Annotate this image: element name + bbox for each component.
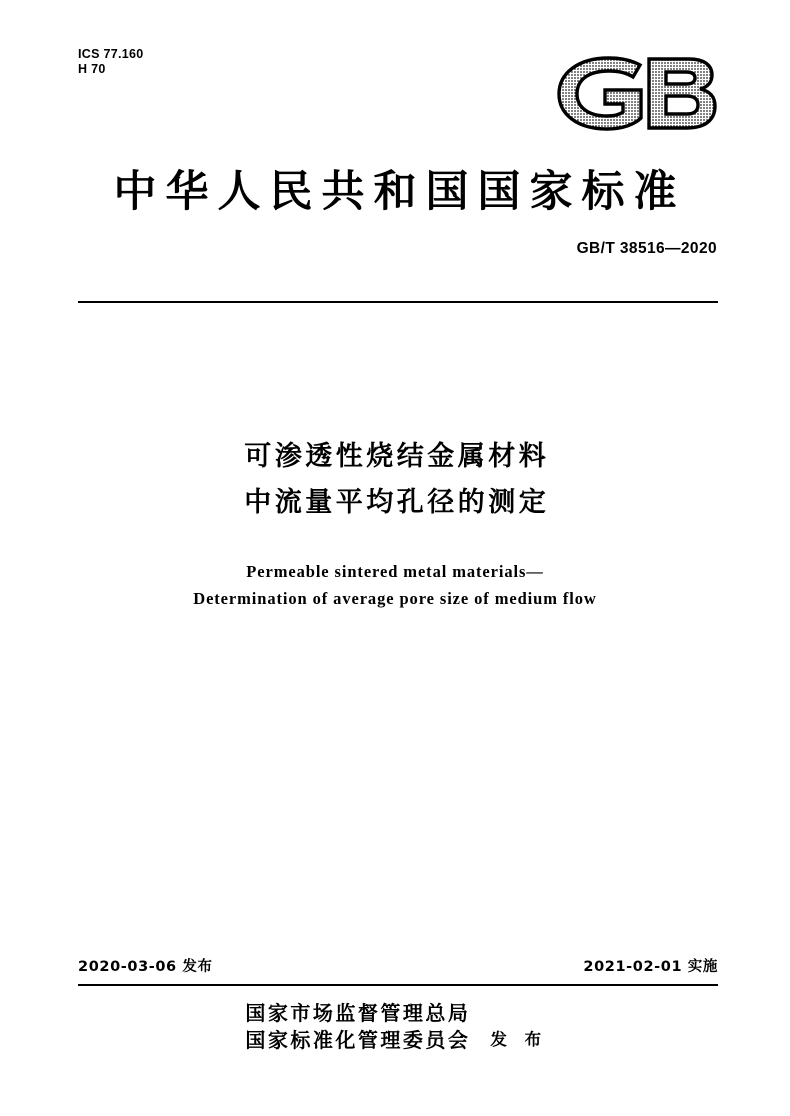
page-title: 中华人民共和国国家标准 <box>113 167 686 217</box>
document-subtitle-line-1: Permeable sintered metal materials— <box>246 562 544 581</box>
document-title-line-2: 中流量平均孔径的测定 <box>244 487 550 518</box>
effective-date: 2021-02-01 实施 <box>583 959 718 975</box>
publisher-line-1: 国家市场监督管理总局 <box>245 1001 471 1025</box>
ics-code: ICS 77.160 <box>78 47 144 61</box>
document-title-chinese <box>0 434 790 526</box>
ccs-code: H 70 <box>78 62 106 76</box>
footer-divider <box>78 984 718 986</box>
header-divider <box>78 301 718 303</box>
publisher-organizations <box>243 1000 471 1054</box>
standard-number: GB/T 38516—2020 <box>576 240 717 257</box>
gb-logo-icon <box>553 50 718 136</box>
publisher-line-2: 国家标准化管理委员会 <box>245 1028 471 1052</box>
publish-word: 发 布 <box>490 1030 548 1049</box>
issue-date: 2020-03-06 发布 <box>78 959 213 975</box>
publisher-block <box>0 1000 790 1054</box>
ics-classification-block <box>78 47 144 77</box>
footer-dates <box>78 955 718 975</box>
document-title-english <box>0 558 790 612</box>
document-title-line-1: 可渗透性烧结金属材料 <box>244 441 550 472</box>
document-subtitle-line-2: Determination of average pore size of medium flow <box>193 589 597 608</box>
